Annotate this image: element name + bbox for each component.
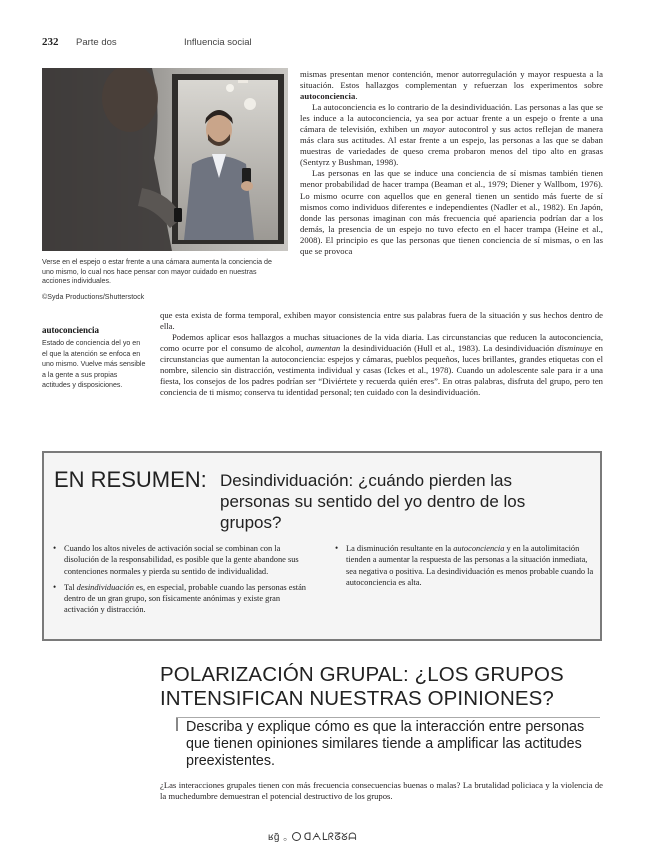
ring-icon [292, 832, 301, 841]
man-taking-selfie-in-mirror-photo [42, 68, 288, 251]
learning-objective: Describa y explique cómo es que la interacción entre personas que tienen opiniones similares tiende a amplificar las actitudes preexistentes. [186, 719, 585, 769]
summary-column-left [52, 543, 316, 621]
summary-bullet: • Cuando los altos niveles de activación social se combinan con la disolución de la responsabilidad, es posible que la gente abandone sus contenciones normales y pierda su sentido de individualidad. [52, 543, 316, 577]
glossary-definition: Estado de conciencia del yo en el que la atención se enfoca en uno mismo. Vuelve más sensible a la gente a sus propias actitudes y disposiciones. [42, 339, 146, 390]
part-label: Parte dos [76, 37, 117, 48]
photo-caption: Verse en el espejo o estar frente a una cámara aumenta la conciencia de uno mismo, lo cual nos hace pensar con mayor cuidado en nuestras acciones individuales. [42, 258, 272, 286]
section-label: Influencia social [184, 37, 252, 48]
body-paragraph: mismas presentan menor contención, menor autorregulación y mayor respuesta a la situación. Estos hallazgos complementan y refuerzan los experimentos sobre autoconciencia. [300, 69, 603, 102]
body-paragraph: Las personas en las que se induce una conciencia de sí mismas también tienen menor probabilidad de hacer trampa (Beaman et al., 1979; Diener y Wallbom, 1976). Lo mismo ocurre con aquellos que en general tienen un sentido más fuerte de sí mismos como individuos diferentes e independientes (Nadler et al., 1982). En Japón, donde las personas imaginan con más frecuencia qué apariencia podrían dar a los demás, la presencia de un espejo no tuvo efecto en el hacer trampa (Heine et al., 2008). El principio es que las personas que tienen conciencia de sí mismas, o en las que se provoca [300, 168, 603, 256]
summary-heading: EN RESUMEN: [54, 467, 207, 492]
bold-term: autoconciencia [300, 91, 356, 102]
section-intro-paragraph: ¿Las interacciones grupales tienen con más frecuencia consecuencias buenas o malas? La brutalidad policiaca y la violencia de la muchedumbre demuestran el potencial destructivo de los grupos. [160, 780, 603, 802]
photo-credit: ©Syda Productions/Shutterstock [42, 293, 145, 301]
summary-title: Desindividuación: ¿cuándo pierden las personas su sentido del yo dentro de los grupos? [220, 471, 526, 532]
section-heading: POLARIZACIÓN GRUPAL: ¿LOS GRUPOS INTENSIFICAN NUESTRAS OPINIONES? [160, 663, 564, 710]
body-paragraph: que esta exista de forma temporal, exhiben mayor consistencia entre sus palabras fuera de la situación y sus hechos dentro de ella. [160, 310, 603, 332]
summary-box [42, 451, 602, 641]
page-number: 232 [42, 36, 59, 48]
body-column-right [300, 69, 603, 257]
summary-bullet: • La disminución resultante en la autoconciencia y en la autolimitación tienden a aumentar la respuesta de las personas a la situación inmediata, sea negativa o positiva. La desindividuación es menos probable cuando la autoconciencia es alta. [334, 543, 596, 588]
objective-bar [176, 717, 178, 731]
objective-rule [176, 717, 600, 718]
summary-column-right [334, 543, 596, 593]
footer-right-text: ᗡᗅᒪᖇᘔᘜᗩ [303, 832, 358, 843]
footer-watermark [268, 828, 357, 843]
glossary-term: autoconciencia [42, 325, 99, 335]
body-wide [160, 310, 603, 398]
running-header [42, 36, 618, 50]
body-paragraph: Podemos aplicar esos hallazgos a muchas situaciones de la vida diaria. Las circunstancias que reducen la autoconciencia, como ocurre por el consumo de alcohol, aumentan la desindividuación (Hull et al., 1983). La desindividuación disminuye en circunstancias que aumentan la autoconciencia: espejos y cámaras, pueblos pequeños, luces brillantes, grandes etiquetas con el nombre, silencio sin distracción, vestimenta individual y casas (Ickes et al., 1978). Cuando un adolescente sale para ir a una fiesta, los consejos de los padres podrían ser “Diviértete y recuerda quién eres”. En otras palabras, disfruta del grupo, pero ten conciencia de ti mismo; conserva tu identidad personal; ten cuidado con la desindividuación. [160, 332, 603, 398]
summary-bullet: • Tal desindividuación es, en especial, probable cuando las personas están dentro de un gran grupo, son físicamente anónimas y existe gran activación y distracción. [52, 582, 316, 616]
body-paragraph: La autoconciencia es lo contrario de la desindividuación. Las personas a las que se les induce a la autoconciencia, ya sea por actuar frente a un espejo o frente a una cámara de televisión, exhiben un mayor autocontrol y sus actos reflejan de manera más clara sus actitudes. Al estar frente a un espejo, las personas a las que se daban muestras de variedades de queso crema probaron menos del tipo alto en grasas (Sentyrz y Bushman, 1998). [300, 102, 603, 168]
footer-left-text: ʁg̃ ｡ [268, 832, 289, 843]
